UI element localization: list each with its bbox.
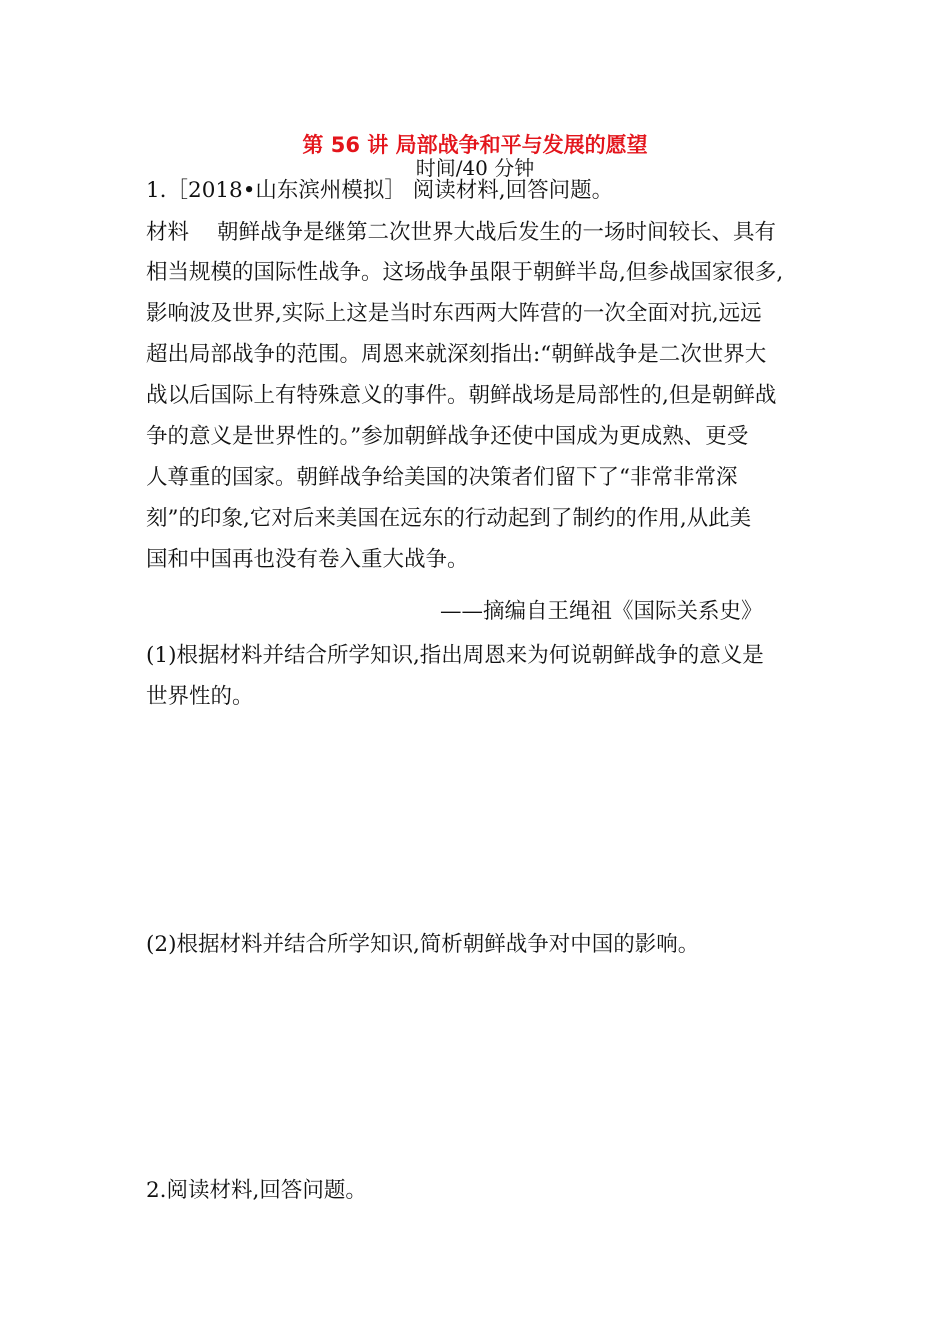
material-line-6: 争的意义是世界性的。”参加朝鲜战争还使中国成为更成熟、更受 — [146, 424, 749, 449]
page-title: 第 56 讲 局部战争和平与发展的愿望 — [302, 133, 648, 157]
question-2-header: 2.阅读材料,回答问题。 — [146, 1178, 367, 1203]
material-line-1 — [146, 218, 776, 248]
material-source: ——摘编自王绳祖《国际关系史》 — [440, 599, 763, 624]
subquestion-2: (2)根据材料并结合所学知识,简析朝鲜战争对中国的影响。 — [146, 932, 700, 957]
material-line-4: 超出局部战争的范围。周恩来就深刻指出:“朝鲜战争是二次世界大 — [146, 342, 767, 367]
material-text: 朝鲜战争是继第二次世界大战后发生的一场时间较长、具有 — [217, 220, 777, 245]
material-line-2: 相当规模的国际性战争。这场战争虽限于朝鲜半岛,但参战国家很多, — [146, 260, 784, 285]
subquestion-1-line-2: 世界性的。 — [146, 684, 254, 709]
material-line-3: 影响波及世界,实际上这是当时东西两大阵营的一次全面对抗,远远 — [146, 301, 762, 326]
time-limit: 时间/40 分钟 — [415, 156, 535, 180]
material-line-8: 刻”的印象,它对后来美国在远东的行动起到了制约的作用,从此美 — [146, 506, 752, 531]
material-line-9: 国和中国再也没有卷入重大战争。 — [146, 547, 469, 572]
material-line-7: 人尊重的国家。朝鲜战争给美国的决策者们留下了“非常非常深 — [146, 465, 738, 490]
material-label: 材料 — [146, 220, 190, 245]
subquestion-1-line-1: (1)根据材料并结合所学知识,指出周恩来为何说朝鲜战争的意义是 — [146, 643, 764, 668]
question-1-header: 1.［2018•山东滨州模拟］ 阅读材料,回答问题。 — [146, 178, 614, 203]
material-line-5: 战以后国际上有特殊意义的事件。朝鲜战场是局部性的,但是朝鲜战 — [146, 383, 777, 408]
